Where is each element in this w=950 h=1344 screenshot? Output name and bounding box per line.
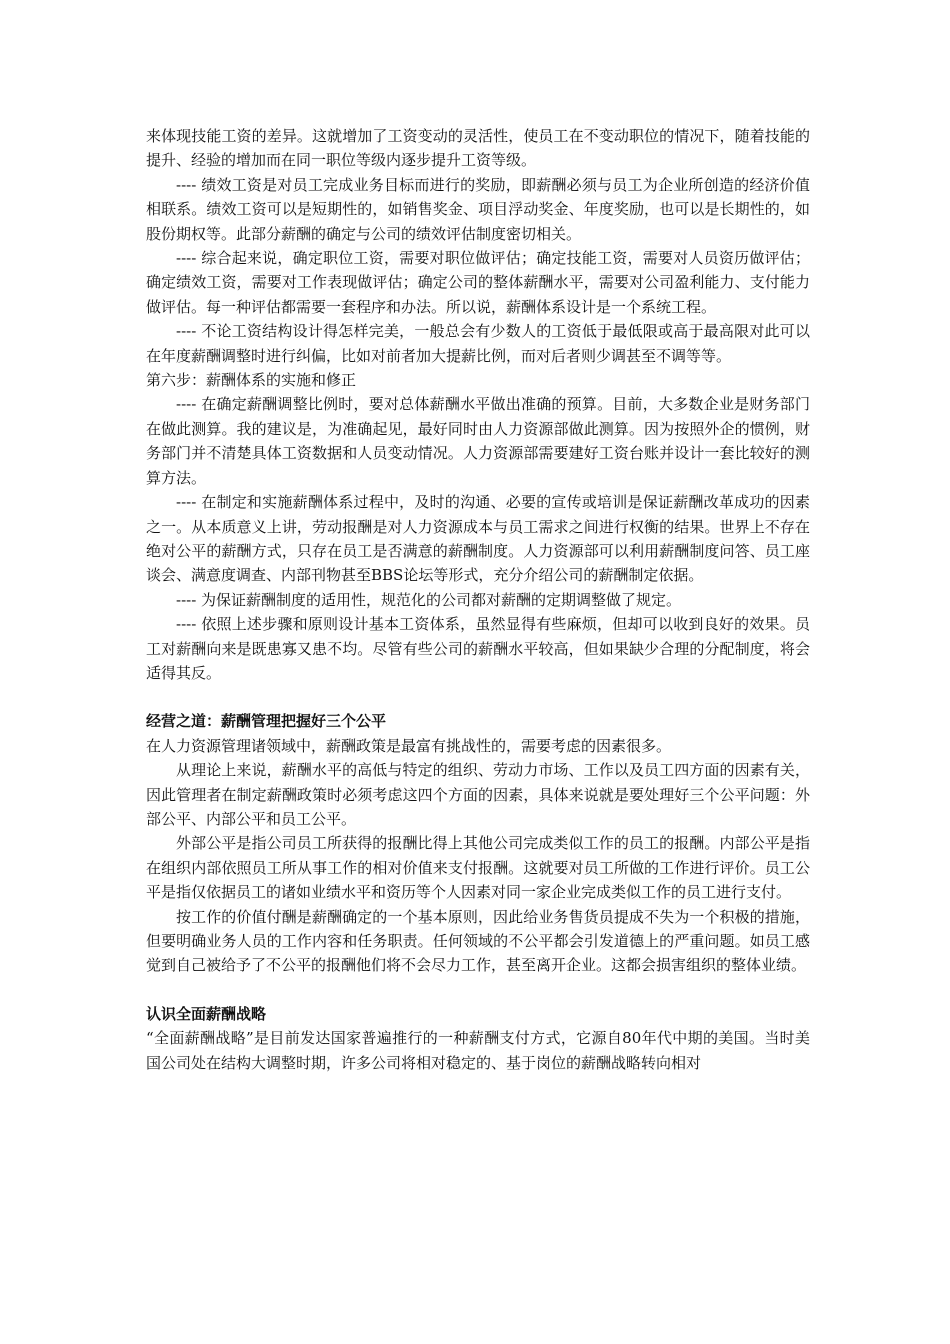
spacer	[146, 685, 810, 709]
paragraph: 在人力资源管理诸领域中，薪酬政策是最富有挑战性的，需要考虑的因素很多。	[146, 736, 672, 755]
paragraph: 外部公平是指公司员工所获得的报酬比得上其他公司完成类似工作的员工的报酬。内部公平是指在组织内部依照员工所从事工作的相对价值来支付报酬。这就要对员工所做的工作进行评价。员工公平是指仅依据员工的诸如业绩水平和资历等个人因素对同一家企业完成类似工作的员工进行支付。	[146, 834, 810, 902]
document-page	[146, 124, 810, 1075]
paragraph: ---- 在确定薪酬调整比例时，要对总体薪酬水平做出准确的预算。目前，大多数企业是财务部门在做此测算。我的建议是，为准确起见，最好同时由人力资源部做此测算。因为按照外企的惯例，财务部门并不清楚具体工资数据和人员变动情况。人力资源部需要建好工资台账并设计一套比较好的测算方法。	[146, 395, 810, 487]
paragraph: 按工作的价值付酬是薪酬确定的一个基本原则，因此给业务售货员提成不失为一个积极的措施，但要明确业务人员的工作内容和任务职责。任何领域的不公平都会引发道德上的严重问题。如员工感觉到自己被给予了不公平的报酬他们将不会尽力工作，甚至离开企业。这都会损害组织的整体业绩。	[146, 907, 810, 975]
paragraph: ---- 绩效工资是对员工完成业务目标而进行的奖励，即薪酬必须与员工为企业所创造的经济价值相联系。绩效工资可以是短期性的，如销售奖金、项目浮动奖金、年度奖励，也可以是长期性的，如股份期权等。此部分薪酬的确定与公司的绩效评估制度密切相关。	[146, 175, 810, 243]
section-heading: 经营之道：薪酬管理把握好三个公平	[146, 712, 387, 731]
step-six-title: 第六步：薪酬体系的实施和修正	[146, 371, 357, 390]
paragraph: ---- 综合起来说，确定职位工资，需要对职位做评估；确定技能工资，需要对人员资历做评估；确定绩效工资，需要对工作表现做评估；确定公司的整体薪酬水平，需要对公司盈利能力、支付能力做评估。每一种评估都需要一套程序和办法。所以说，薪酬体系设计是一个系统工程。	[146, 249, 810, 316]
paragraph: ---- 不论工资结构设计得怎样完美，一般总会有少数人的工资低于最低限或高于最高限对此可以在年度薪酬调整时进行纠偏，比如对前者加大提薪比例，而对后者则少调甚至不调等等。	[146, 322, 810, 365]
paragraph: 从理论上来说，薪酬水平的高低与特定的组织、劳动力市场、工作以及员工四方面的因素有关，因此管理者在制定薪酬政策时必须考虑这四个方面的因素，具体来说就是要处理好三个公平问题：外部公平、内部公平和员工公平。	[146, 761, 810, 828]
paragraph: ---- 为保证薪酬制度的适用性，规范化的公司都对薪酬的定期调整做了规定。	[176, 590, 682, 609]
paragraph: ---- 依照上述步骤和原则设计基本工资体系，虽然显得有些麻烦，但却可以收到良好的效果。员工对薪酬向来是既患寡又患不均。尽管有些公司的薪酬水平较高，但如果缺少合理的分配制度，将会适得其反。	[146, 615, 810, 682]
paragraph: 来体现技能工资的差异。这就增加了工资变动的灵活性，使员工在不变动职位的情况下，随着技能的提升、经验的增加而在同一职位等级内逐步提升工资等级。	[146, 127, 810, 170]
section-heading: 认识全面薪酬战略	[146, 1004, 267, 1023]
paragraph: ---- 在制定和实施薪酬体系过程中，及时的沟通、必要的宣传或培训是保证薪酬改革成功的因素之一。从本质意义上讲，劳动报酬是对人力资源成本与员工需求之间进行权衡的结果。世界上不存在绝对公平的薪酬方式，只存在员工是否满意的薪酬制度。人力资源部可以利用薪酬制度问答、员工座谈会、满意度调查、内部刊物甚至BBS论坛等形式，充分介绍公司的薪酬制定依据。	[146, 493, 810, 585]
paragraph: “全面薪酬战略”是目前发达国家普遍推行的一种薪酬支付方式，它源自80年代中期的美国。当时美国公司处在结构大调整时期，许多公司将相对稳定的、基于岗位的薪酬战略转向相对	[146, 1029, 810, 1072]
spacer	[146, 978, 810, 1002]
